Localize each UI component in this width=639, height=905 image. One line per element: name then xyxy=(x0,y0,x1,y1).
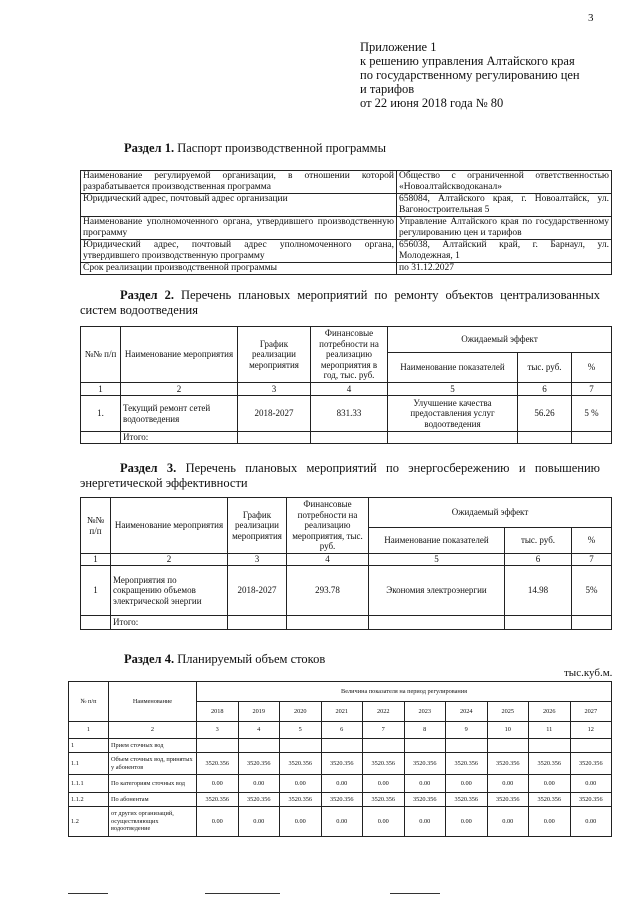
passport-row xyxy=(81,194,612,217)
cell-value xyxy=(487,739,529,753)
cell-indicator: Экономия электроэнергии xyxy=(369,566,505,616)
appendix-line: Приложение 1 xyxy=(360,40,437,54)
passport-value: 658084, Алтайского края, г. Новоалтайск, ул. Вагоностроительная 5 xyxy=(397,194,612,217)
col-number: 8 xyxy=(404,722,446,739)
year-header: 2026 xyxy=(529,702,571,722)
cell-percent: 5 % xyxy=(572,396,612,432)
cell-value: 3520.356 xyxy=(197,793,239,807)
col-number: 12 xyxy=(570,722,612,739)
col-number: 7 xyxy=(363,722,405,739)
page-number: 3 xyxy=(588,12,594,24)
section2-title xyxy=(80,288,600,318)
cell-value: 3520.356 xyxy=(280,793,322,807)
cell-value: 3520.356 xyxy=(487,793,529,807)
section3-title-bold: Раздел 3. xyxy=(120,461,177,475)
cell-schedule: 2018-2027 xyxy=(238,396,311,432)
cell-thousand: 56.26 xyxy=(518,396,572,432)
cell-value: 3520.356 xyxy=(363,793,405,807)
cell-value: 3520.356 xyxy=(446,753,488,775)
appendix-line: от 22 июня 2018 года № 80 xyxy=(360,96,504,110)
column-number-row xyxy=(81,383,612,396)
cell-value: 3520.356 xyxy=(570,753,612,775)
col-number: 2 xyxy=(121,383,238,396)
col-header-schedule: График реализации мероприятия xyxy=(238,327,311,383)
passport-label: Юридический адрес, почтовый адрес уполномоченного органа, утвердившего производственную программу xyxy=(81,240,397,263)
column-number-row xyxy=(81,554,612,566)
cell-percent: 5% xyxy=(572,566,612,616)
appendix-header xyxy=(360,40,580,110)
cell-name: Объем сточных вод, принятых у абонентов xyxy=(109,753,197,775)
col-number: 4 xyxy=(287,554,369,566)
passport-value: по 31.12.2027 xyxy=(397,263,612,275)
col-header-thousand: тыс. руб. xyxy=(518,353,572,383)
passport-label: Наименование регулируемой организации, в отношении которой разрабатывается производственная программа xyxy=(81,171,397,194)
passport-row xyxy=(81,217,612,240)
col-header-thousand: тыс. руб. xyxy=(505,528,572,554)
cell-value: 0.00 xyxy=(487,807,529,837)
cell-value: 0.00 xyxy=(363,807,405,837)
col-header-name: Наименование мероприятия xyxy=(111,498,228,554)
total-row xyxy=(81,432,612,444)
cell-value: 3520.356 xyxy=(197,753,239,775)
col-header-indicator: Наименование показателей xyxy=(388,353,518,383)
section1-title xyxy=(124,141,386,156)
year-header: 2027 xyxy=(570,702,612,722)
year-header: 2019 xyxy=(238,702,280,722)
section4-title xyxy=(124,652,325,667)
cell-num: 1. xyxy=(81,396,121,432)
table-row xyxy=(81,396,612,432)
cell-num: 1.2 xyxy=(69,807,109,837)
cell-value: 0.00 xyxy=(570,807,612,837)
cell-value xyxy=(321,739,363,753)
col-number: 3 xyxy=(228,554,287,566)
cell-value: 0.00 xyxy=(321,775,363,793)
col-number: 2 xyxy=(111,554,228,566)
col-header-finance: Финансовые потребности на реализацию мероприятия в год, тыс. руб. xyxy=(311,327,388,383)
column-number-row xyxy=(69,722,612,739)
cell-indicator: Улучшение качества предоставления услуг водоотведения xyxy=(388,396,518,432)
col-header-num: №№ п/п xyxy=(81,327,121,383)
cell-value: 3520.356 xyxy=(404,793,446,807)
appendix-line: к решению управления Алтайского края xyxy=(360,54,575,68)
section3-title xyxy=(80,461,600,491)
col-header-effect: Ожидаемый эффект xyxy=(369,498,612,528)
cell-finance: 293.78 xyxy=(287,566,369,616)
col-header-percent: % xyxy=(572,353,612,383)
cell-schedule: 2018-2027 xyxy=(228,566,287,616)
cell-value: 0.00 xyxy=(321,807,363,837)
cell-value xyxy=(570,739,612,753)
table-row xyxy=(69,793,612,807)
cell-value: 0.00 xyxy=(487,775,529,793)
section3-title-rest: Перечень плановых мероприятий по энергосбережению и повышению энергетической эффективности xyxy=(80,461,600,490)
cell-value: 0.00 xyxy=(404,775,446,793)
col-number: 4 xyxy=(311,383,388,396)
cell-value: 3520.356 xyxy=(238,793,280,807)
table-row xyxy=(81,566,612,616)
bottom-divider xyxy=(390,893,440,894)
section4-title-bold: Раздел 4. xyxy=(124,652,175,666)
passport-label: Юридический адрес, почтовый адрес организации xyxy=(81,194,397,217)
col-number: 2 xyxy=(109,722,197,739)
cell-value xyxy=(197,739,239,753)
cell-name: Текущий ремонт сетей водоотведения xyxy=(121,396,238,432)
col-header-effect: Ожидаемый эффект xyxy=(388,327,612,353)
cell-value: 3520.356 xyxy=(570,793,612,807)
passport-row xyxy=(81,171,612,194)
col-number: 3 xyxy=(197,722,239,739)
cell-value: 3520.356 xyxy=(238,753,280,775)
cell-value xyxy=(238,739,280,753)
col-header-period: Величина показателя на период регулирования xyxy=(197,682,612,702)
cell-value: 3520.356 xyxy=(529,753,571,775)
section1-title-rest: Паспорт производственной программы xyxy=(174,141,386,155)
passport-value: Управление Алтайского края по государственному регулированию цен и тарифов xyxy=(397,217,612,240)
cell-value: 3520.356 xyxy=(280,753,322,775)
year-header: 2021 xyxy=(321,702,363,722)
units-label: тыс.куб.м. xyxy=(564,667,613,679)
section4-title-rest: Планируемый объем стоков xyxy=(174,652,326,666)
cell-value: 0.00 xyxy=(529,775,571,793)
passport-row xyxy=(81,263,612,275)
table-row xyxy=(69,753,612,775)
total-label: Итого: xyxy=(121,432,238,444)
col-number: 5 xyxy=(369,554,505,566)
col-header-name: Наименование xyxy=(109,682,197,722)
cell-value: 0.00 xyxy=(280,807,322,837)
cell-num: 1.1.2 xyxy=(69,793,109,807)
col-number: 6 xyxy=(505,554,572,566)
cell-value xyxy=(280,739,322,753)
cell-num: 1 xyxy=(81,566,111,616)
cell-value: 0.00 xyxy=(570,775,612,793)
col-number: 3 xyxy=(238,383,311,396)
passport-value: Общество с ограниченной ответственностью «Новоалтайскводоканал» xyxy=(397,171,612,194)
cell-value: 0.00 xyxy=(280,775,322,793)
col-number: 6 xyxy=(518,383,572,396)
section2-title-rest: Перечень плановых мероприятий по ремонту объектов централизованных систем водоотведения xyxy=(80,288,600,317)
col-number: 6 xyxy=(321,722,363,739)
cell-value: 3520.356 xyxy=(487,753,529,775)
year-header: 2020 xyxy=(280,702,322,722)
col-header-num: №№ п/п xyxy=(81,498,111,554)
appendix-line: по государственному регулированию цен xyxy=(360,68,580,82)
cell-value: 0.00 xyxy=(197,807,239,837)
cell-value: 3520.356 xyxy=(321,753,363,775)
cell-value: 3520.356 xyxy=(321,793,363,807)
cell-value xyxy=(404,739,446,753)
col-number: 1 xyxy=(81,383,121,396)
passport-table xyxy=(80,170,612,275)
cell-thousand: 14.98 xyxy=(505,566,572,616)
cell-finance: 831.33 xyxy=(311,396,388,432)
col-header-percent: % xyxy=(572,528,612,554)
col-header-num: № п/п xyxy=(69,682,109,722)
cell-value: 0.00 xyxy=(238,775,280,793)
total-row xyxy=(81,616,612,630)
passport-row xyxy=(81,240,612,263)
col-number: 7 xyxy=(572,554,612,566)
passport-label: Срок реализации производственной программы xyxy=(81,263,397,275)
col-header-name: Наименование мероприятия xyxy=(121,327,238,383)
col-number: 11 xyxy=(529,722,571,739)
year-header: 2018 xyxy=(197,702,239,722)
cell-value: 0.00 xyxy=(363,775,405,793)
col-number: 5 xyxy=(388,383,518,396)
cell-value: 0.00 xyxy=(529,807,571,837)
cell-num: 1.1.1 xyxy=(69,775,109,793)
table-row xyxy=(69,775,612,793)
table-row xyxy=(69,807,612,837)
year-header: 2022 xyxy=(363,702,405,722)
cell-value: 0.00 xyxy=(446,807,488,837)
section1-title-bold: Раздел 1. xyxy=(124,141,175,155)
year-header: 2023 xyxy=(404,702,446,722)
cell-value xyxy=(363,739,405,753)
year-header: 2024 xyxy=(446,702,488,722)
cell-name: По категориям сточных вод xyxy=(109,775,197,793)
passport-label: Наименование уполномоченного органа, утвердившего производственную программу xyxy=(81,217,397,240)
cell-name: от других организаций, осуществляющих водоотведение xyxy=(109,807,197,837)
cell-num: 1.1 xyxy=(69,753,109,775)
cell-num: 1 xyxy=(69,739,109,753)
col-header-indicator: Наименование показателей xyxy=(369,528,505,554)
cell-value: 0.00 xyxy=(197,775,239,793)
bottom-divider xyxy=(68,893,108,894)
col-number: 1 xyxy=(81,554,111,566)
year-header: 2025 xyxy=(487,702,529,722)
col-number: 10 xyxy=(487,722,529,739)
col-number: 9 xyxy=(446,722,488,739)
col-number: 7 xyxy=(572,383,612,396)
col-number: 1 xyxy=(69,722,109,739)
passport-value: 656038, Алтайский край, г. Барнаул, ул. Молодежная, 1 xyxy=(397,240,612,263)
col-number: 4 xyxy=(238,722,280,739)
cell-value: 3520.356 xyxy=(363,753,405,775)
table-row xyxy=(69,739,612,753)
cell-value: 3520.356 xyxy=(404,753,446,775)
col-header-finance: Финансовые потребности на реализацию мероприятия, тыс. руб. xyxy=(287,498,369,554)
bottom-divider xyxy=(205,893,280,894)
cell-value xyxy=(446,739,488,753)
appendix-line: и тарифов xyxy=(360,82,415,96)
col-header-schedule: График реализации мероприятия xyxy=(228,498,287,554)
wastewater-volume-table xyxy=(68,681,612,837)
section2-title-bold: Раздел 2. xyxy=(120,288,174,302)
cell-name: Мероприятия по сокращению объемов электрической энергии xyxy=(111,566,228,616)
total-label: Итого: xyxy=(111,616,228,630)
repair-measures-table xyxy=(80,326,612,444)
cell-name: По абонентам xyxy=(109,793,197,807)
cell-value: 0.00 xyxy=(238,807,280,837)
cell-value: 3520.356 xyxy=(529,793,571,807)
cell-value: 0.00 xyxy=(404,807,446,837)
cell-value: 0.00 xyxy=(446,775,488,793)
cell-value: 3520.356 xyxy=(446,793,488,807)
cell-name: Прием сточных вод xyxy=(109,739,197,753)
cell-value xyxy=(529,739,571,753)
col-number: 5 xyxy=(280,722,322,739)
energy-measures-table xyxy=(80,497,612,630)
